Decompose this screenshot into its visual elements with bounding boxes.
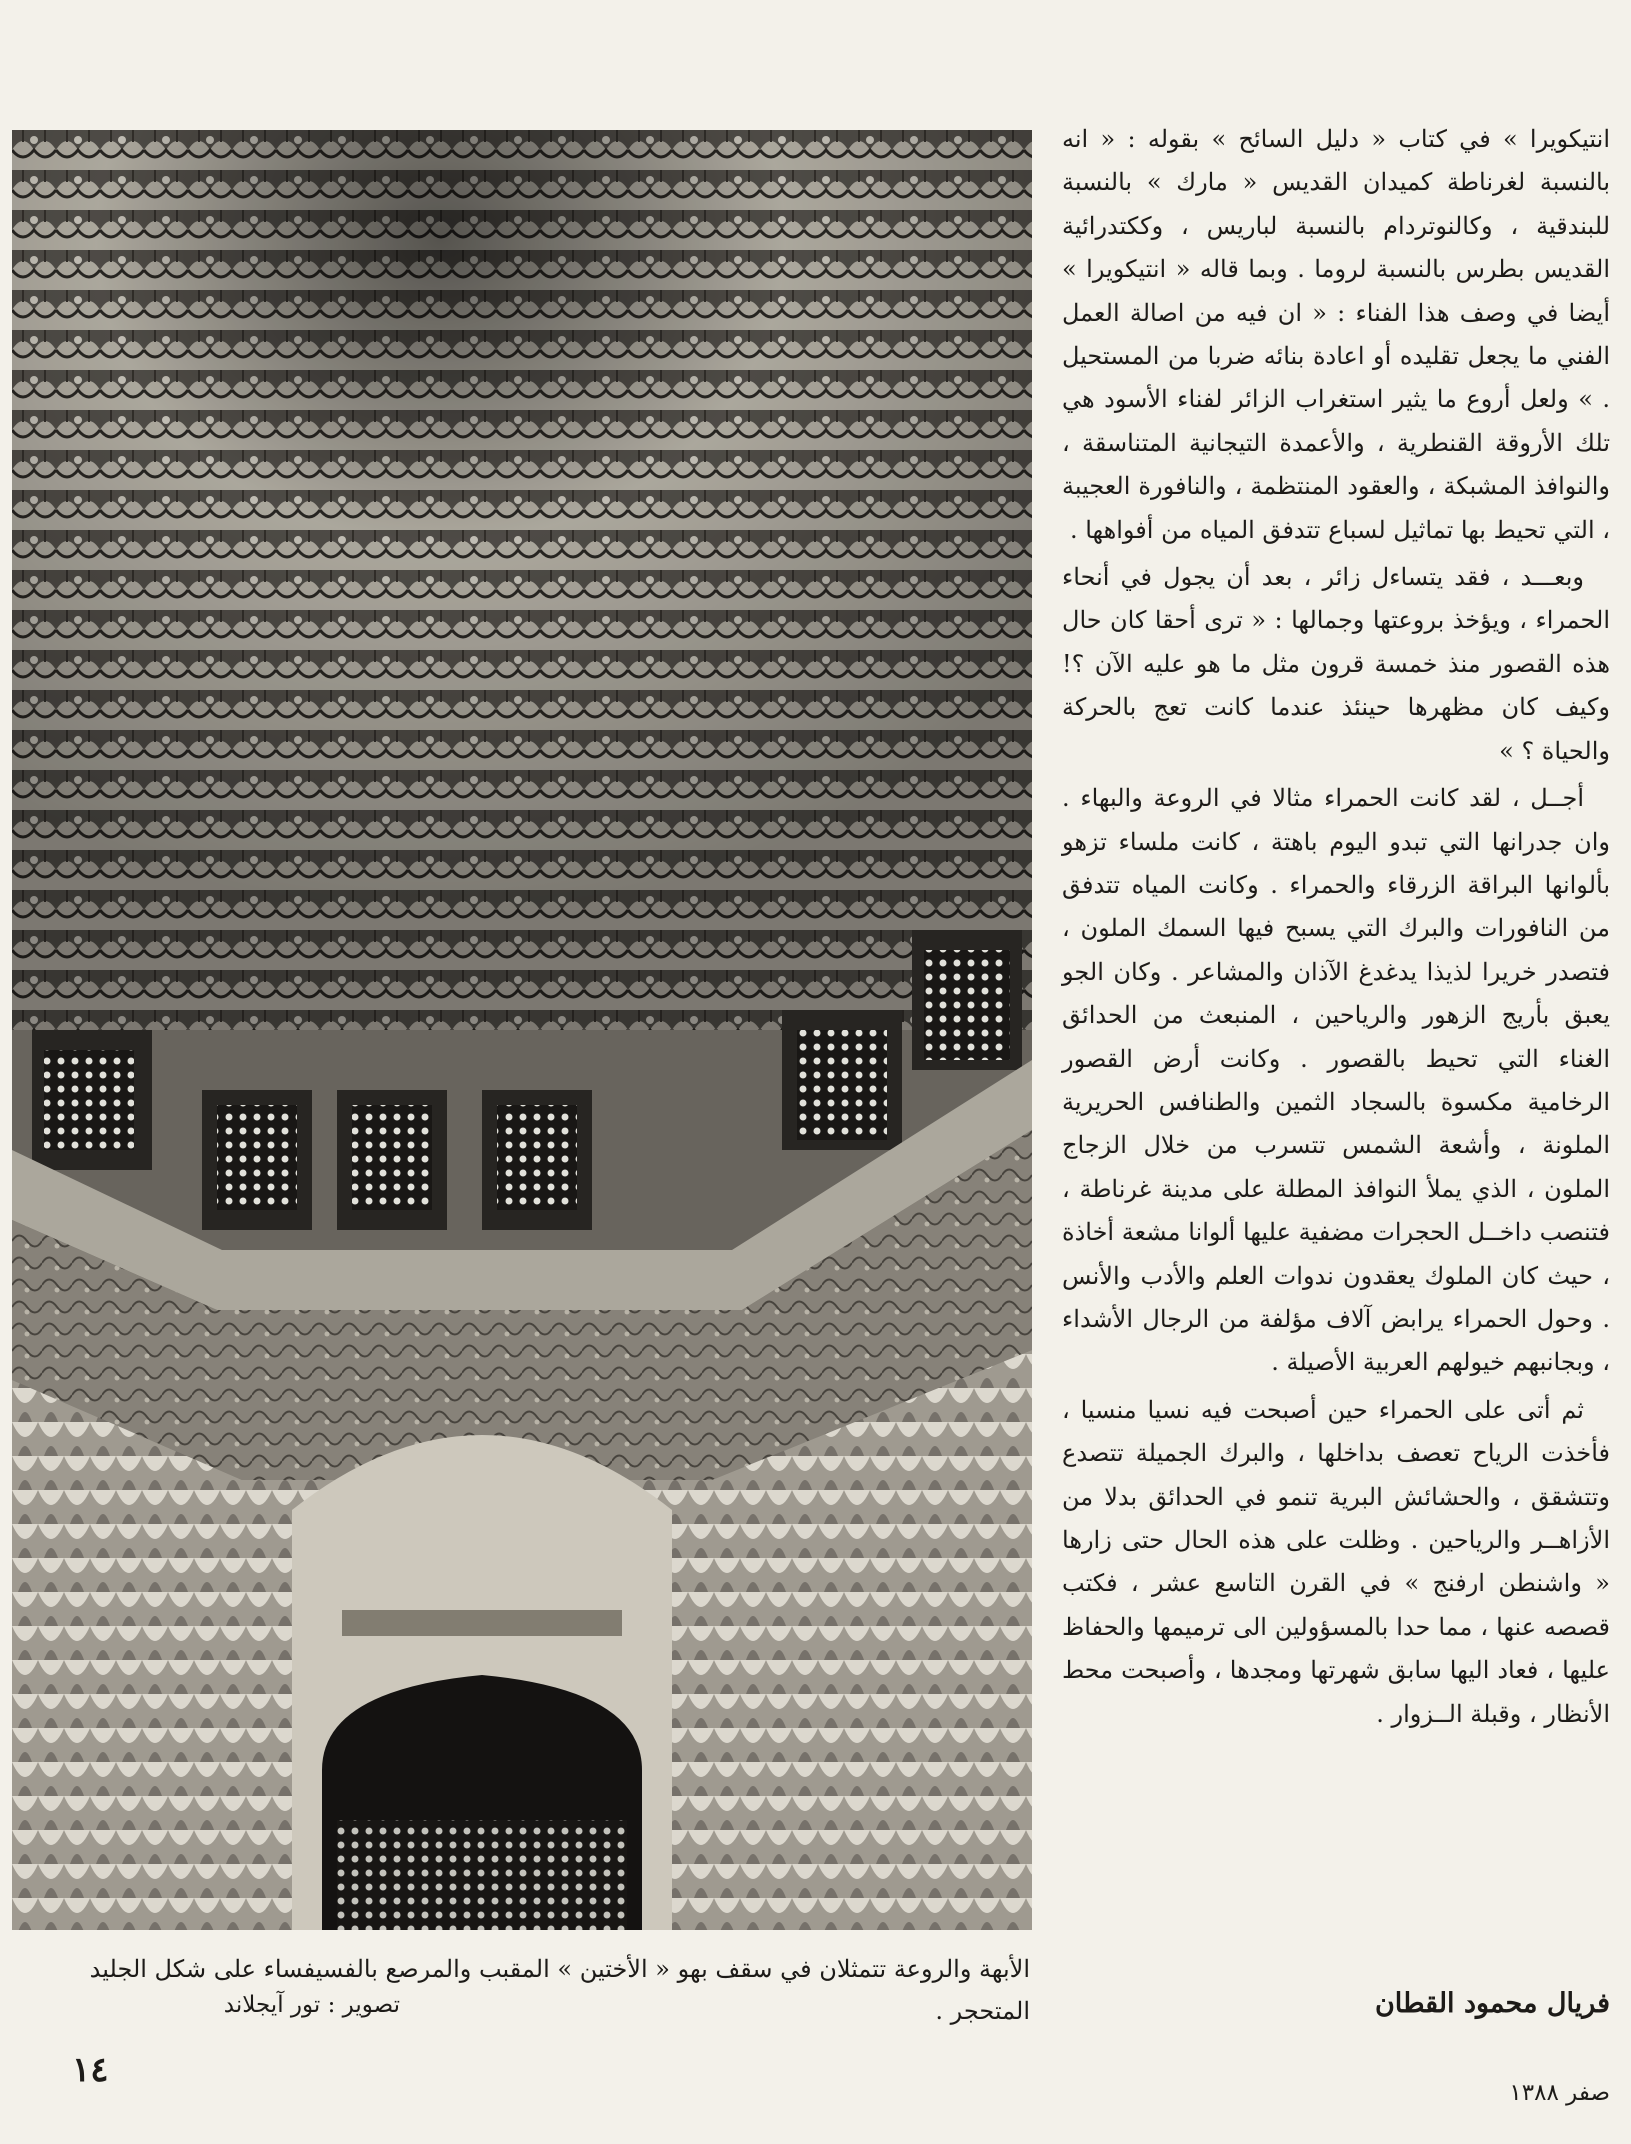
article-paragraph: انتيكويرا » في كتاب « دليل السائح » بقوله : « انه بالنسبة لغرناطة كميدان القديس « مارك » بالنسبة للبندقية ، وكالنوتردام بالنسبة لباريس ، وككتدرائية القديس بطرس بالنسبة لروما . وبما قاله « انتيكويرا » أيضا في وصف هذا الفناء : « ان فيه من اصالة العمل الفني ما يجعل تقليده أو اعادة بنائه ضربا من المستحيل . » ولعل أروع ما يثير استغراب الزائر لفناء الأسود هي تلك الأروقة القنطرية ، والأعمدة التيجانية المتناسقة ، والنوافذ المشبكة ، والعقود المنتظمة ، والنافورة العجيبة ، التي تحيط بها تماثيل لسباع تتدفق المياه من أفواهها . <box>1062 125 1610 544</box>
article-paragraph: وبعـــد ، فقد يتساءل زائر ، بعد أن يجول في أنحاء الحمراء ، ويؤخذ بروعتها وجمالها : « ترى أحقا كان حال هذه القصور منذ خمسة قرون مثل ما هو عليه الآن ؟! وكيف كان مظهرها حينئذ عندما كانت تعج بالحركة والحياة ؟ » <box>1062 563 1610 765</box>
photo-credit: تصوير : تور آيجلاند <box>223 1992 400 2018</box>
article-paragraph: أجــل ، لقد كانت الحمراء مثالا في الروعة والبهاء . وان جدرانها التي تبدو اليوم باهتة ، كانت ملساء تزهو بألوانها البراقة الزرقاء والحمراء . وكانت المياه تتدفق من النافورات والبرك التي يسبح فيها السمك الملون ، فتصدر خريرا لذيذا يدغدغ الآذان والمشاعر . وكان الجو يعبق بأريج الزهور والرياحين ، المنبعث من الحدائق الغناء التي تحيط بالقصور . وكانت أرض القصور الرخامية مكسوة بالسجاد الثمين والطنافس الحريرية الملونة ، وأشعة الشمس تتسرب من خلال الزجاج الملون ، الذي يملأ النوافذ المطلة على مدينة غرناطة ، فتنصب داخــل الحجرات مضفية عليها ألوانا مشعة أخاذة ، حيث كان الملوك يعقدون ندوات العلم والأدب والأنس . وحول الحمراء يرابض آلاف مؤلفة من الرجال الأشداء ، وبجانبهم خيولهم العربية الأصيلة . <box>1062 784 1610 1377</box>
photo-caption: الأبهة والروعة تتمثلان في سقف بهو « الأختين » المقبب والمرصع بالفسيفساء على شكل الجليد المتحجر . <box>89 1955 1030 2025</box>
article-paragraph: ثم أتى على الحمراء حين أصبحت فيه نسيا منسيا ، فأخذت الرياح تعصف بداخلها ، والبرك الجميلة تتصدع وتتشقق ، والحشائش البرية تنمو في الحدائق بدلا من الأزاهــر والرياحين . وظلت على هذه الحال حتى زارها « واشنطن ارفنج » في القرن التاسع عشر ، فكتب قصصه عنها ، مما حدا بالمسؤولين الى ترميمها والحفاظ عليها ، فعاد اليها سابق شهرتها ومجدها ، وأصبحت محط الأنظار ، وقبلة الــزوار . <box>1062 1395 1610 1728</box>
author-name: فريال محمود القطان <box>1374 1988 1610 2019</box>
hall-of-two-sisters-photo <box>12 130 1032 1930</box>
page-number: ١٤ <box>72 2050 109 2090</box>
issue-date: صفر ١٣٨٨ <box>1509 2080 1610 2106</box>
article-body <box>1062 118 1610 1736</box>
